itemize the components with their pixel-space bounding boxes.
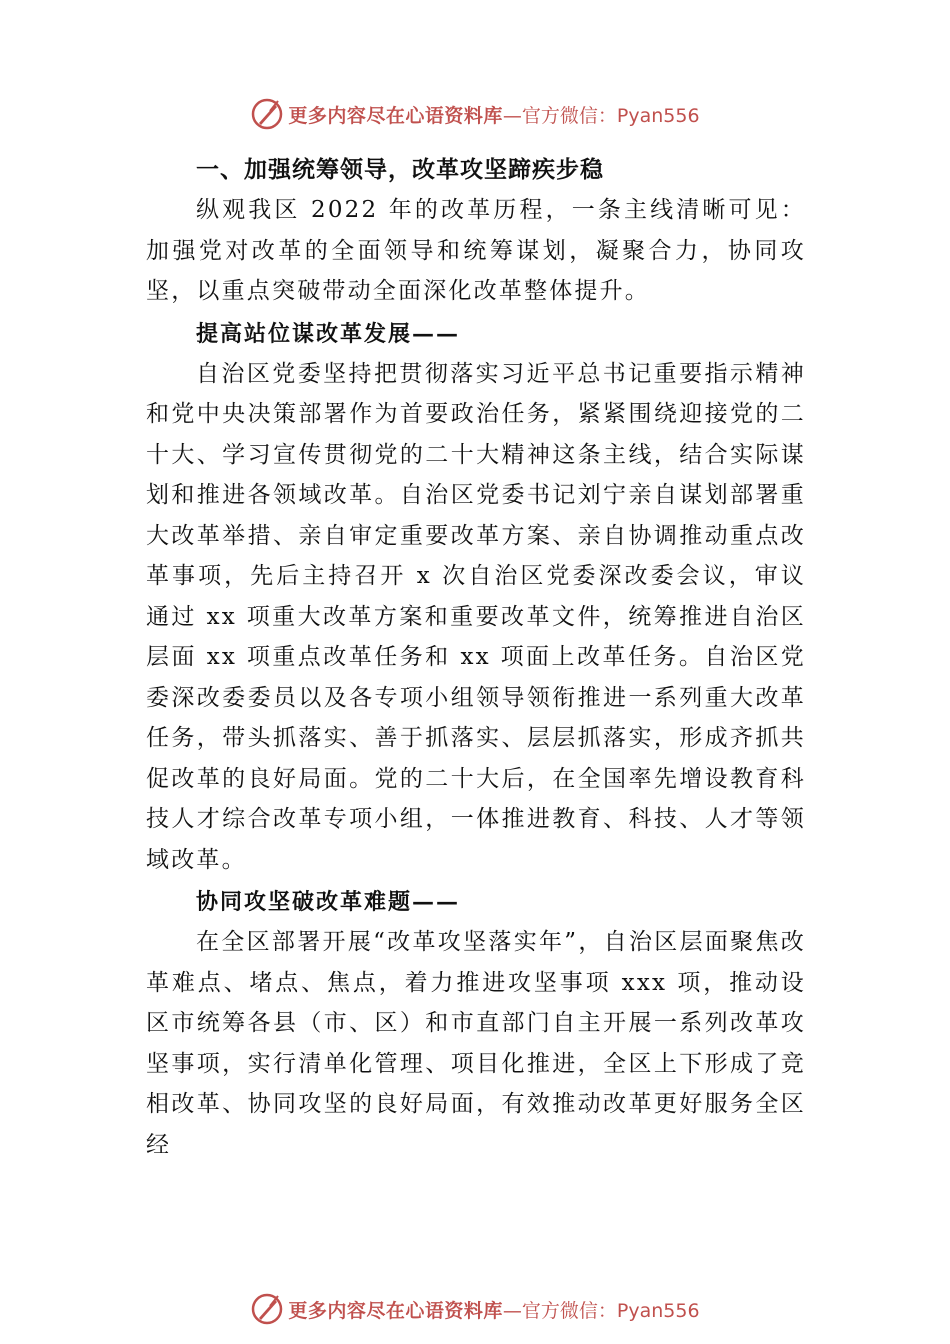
- header-banner-contact: —官方微信：Pyan556: [502, 104, 700, 127]
- quill-logo-icon: [250, 97, 284, 131]
- subsection-body-1: 自治区党委坚持把贯彻落实习近平总书记重要指示精神和党中央决策部署作为首要政治任务，紧紧围绕迎接党的二十大、学习宣传贯彻党的二十大精神这条主线，结合实际谋划和推进各领域改革。自治区党委书记刘宁亲自谋划部署重大改革举措、亲自审定重要改革方案、亲自协调推动重点改革事项，先后主持召开 x 次自治区党委深改委会议，审议通过 xx 项重大改革方案和重要改革文件，统筹推进自治区层面 xx 项重点改革任务和 xx 项面上改革任务。自治区党委深改委委员以及各专项小组领导领衔推进一系列重大改革 任务，带头抓落实、善于抓落实、层层抓落实，形成齐抓共促改革的良好局面。党的二十大后，在全国率先增设教育科技人才综合改革专项小组，一体推进教育、科技、人才等领域改革。: [146, 360, 806, 873]
- quill-logo-icon: [250, 1292, 284, 1326]
- header-banner-text: 更多内容尽在心语资料库: [288, 104, 503, 127]
- header-banner: [0, 94, 950, 134]
- subsection-title-1: 提高站位谋改革发展——: [196, 320, 461, 347]
- subsection-title-2: 协同攻坚破改革难题——: [196, 889, 461, 915]
- footer-banner-text: 更多内容尽在心语资料库: [288, 1299, 503, 1322]
- subsection-body-2: 在全区部署开展“改革攻坚落实年”，自治区层面聚焦改革难点、堵点、焦点，着力推进攻坚事项 xxx 项，推动设区市统筹各县（市、区）和市直部门自主开展一系列改革攻坚事项，实行清单化管理、项目化推进，全区上下形成了竞相改革、协同攻坚的良好局面，有效推动改革更好服务全区经: [146, 929, 806, 1158]
- section-heading: 一、加强统筹领导，改革攻坚蹄疾步稳: [196, 157, 604, 183]
- footer-banner-contact: —官方微信：Pyan556: [502, 1299, 700, 1322]
- intro-paragraph: 纵观我区 2022 年的改革历程，一条主线清晰可见：加强党对改革的全面领导和统筹谋划，凝聚合力，协同攻坚，以重点突破带动全面深化改革整体提升。: [146, 197, 806, 304]
- footer-banner: [0, 1289, 950, 1329]
- document-body: [146, 150, 806, 1165]
